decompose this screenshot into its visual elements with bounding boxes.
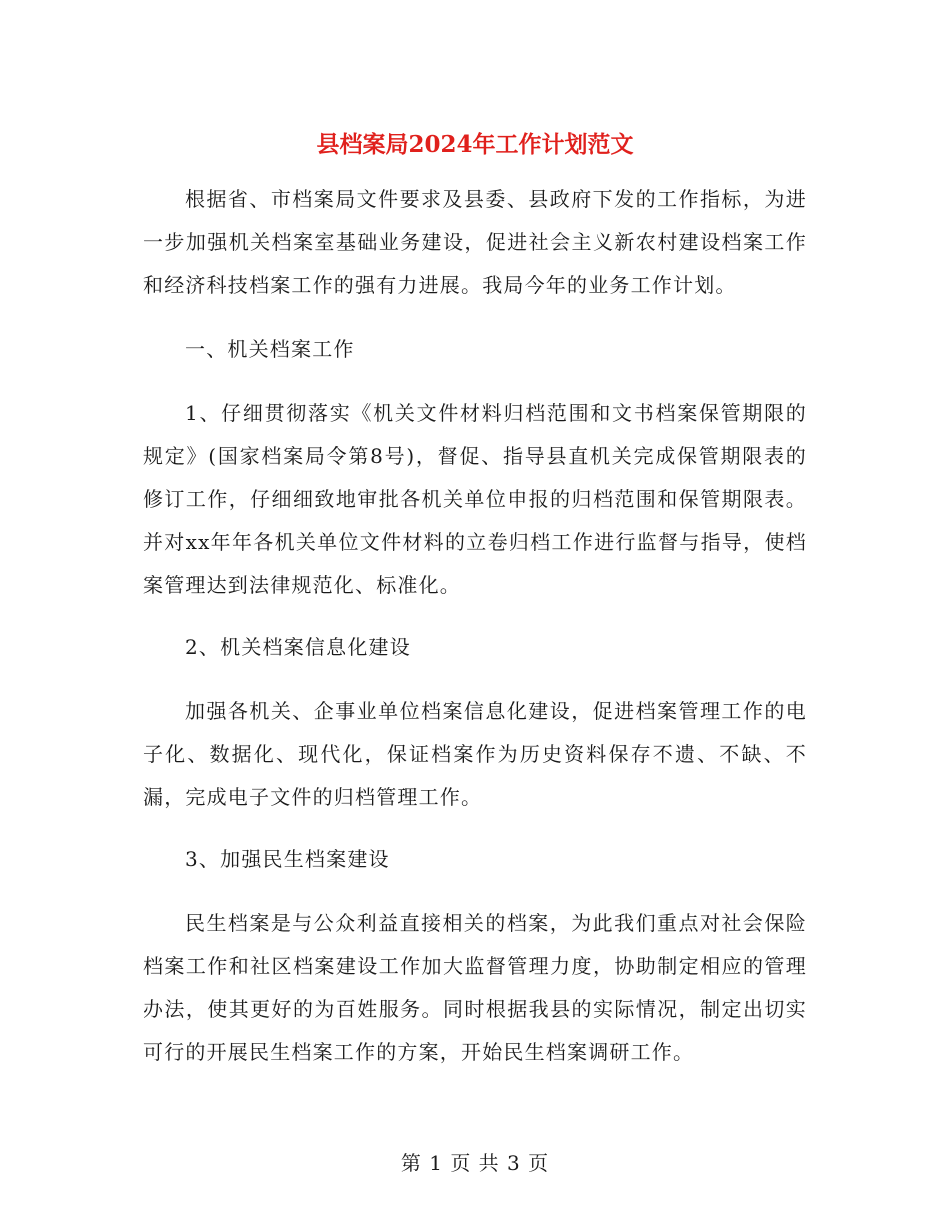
document-title: 县档案局2024年工作计划范文 bbox=[316, 131, 634, 159]
subheading-item-3: 3、加强民生档案建设 bbox=[185, 847, 390, 871]
intro-paragraph: 根据省、市档案局文件要求及县委、县政府下发的工作指标，为进一步加强机关档案室基础业务建设，促进社会主义新农村建设档案工作和经济科技档案工作的强有力进展。我局今年的业务工作计划。 bbox=[143, 187, 807, 297]
page-number-footer: 第 1 页 共 3 页 bbox=[400, 1151, 550, 1175]
section-heading-agency-archives: 一、机关档案工作 bbox=[185, 337, 355, 361]
paragraph-item-2: 加强各机关、企事业单位档案信息化建设，促进档案管理工作的电子化、数据化、现代化，保证档案作为历史资料保存不遗、不缺、不漏，完成电子文件的归档管理工作。 bbox=[143, 699, 807, 809]
subheading-item-2: 2、机关档案信息化建设 bbox=[185, 635, 411, 659]
paragraph-item-1: 1、仔细贯彻落实《机关文件材料归档范围和文书档案保管期限的规定》(国家档案局令第8号)，督促、指导县直机关完成保管期限表的修订工作，仔细细致地审批各机关单位申报的归档范围和保管期限表。并对xx年年各机关单位文件材料的立卷归档工作进行监督与指导，使档案管理达到法律规范化、标准化。 bbox=[143, 401, 807, 597]
paragraph-item-3: 民生档案是与公众利益直接相关的档案，为此我们重点对社会保险档案工作和社区档案建设工作加大监督管理力度，协助制定相应的管理办法，使其更好的为百姓服务。同时根据我县的实际情况，制定出切实可行的开展民生档案工作的方案，开始民生档案调研工作。 bbox=[143, 911, 807, 1064]
